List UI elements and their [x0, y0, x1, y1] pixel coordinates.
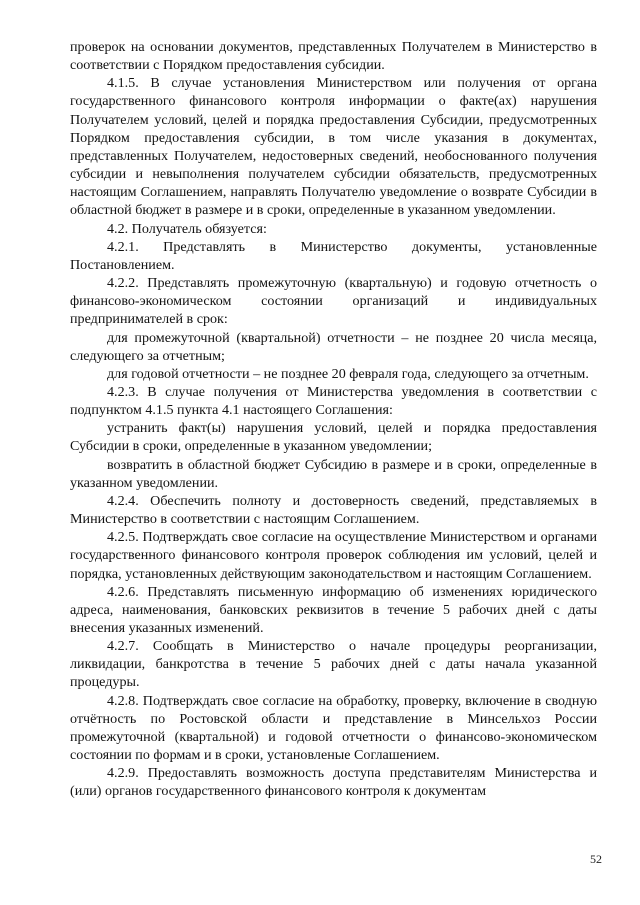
paragraph-4-2-8: 4.2.8. Подтверждать свое согласие на обработку, проверку, включение в сводную отчётность по Ростовской области и представление в Минсельхоз России промежуточной (квартальной) и годовой отчетности о финансово-экономическом состоянии по формам и в сроки, установленые Соглашением.	[70, 692, 597, 764]
paragraph-4-2-1: 4.2.1. Представлять в Министерство документы, установленные Постановлением.	[70, 238, 597, 273]
document-body	[70, 38, 597, 801]
paragraph-annual-reporting: для годовой отчетности – не позднее 20 февраля года, следующего за отчетным.	[107, 365, 589, 382]
paragraph-eliminate-violations: устранить факт(ы) нарушения условий, целей и порядка предоставления Субсидии в сроки, определенные в указанном уведомлении;	[70, 420, 597, 455]
paragraph-4-2-6: 4.2.6. Представлять письменную информацию об изменениях юридического адреса, наименования, банковских реквизитов в течение 5 рабочих дней с даты внесения указанных изменений.	[70, 583, 597, 636]
paragraph-4-1-5: 4.1.5. В случае установления Министерством или получения от органа государственного финансового контроля информации о факте(ах) нарушения Получателем условий, целей и порядка предоставления Субсидии, предусмотренных Порядком предоставления субсидии, в том числе указания в документах, представленных Получателем, недостоверных сведений, необоснованного получения субсидии и невыполнения получателем субсидии обязательств, предусмотренных настоящим Соглашением, направлять Получателю уведомление о возврате Субсидии в областной бюджет в размере и в сроки, определенные в указанном уведомлении.	[70, 75, 597, 219]
paragraph-4-2-3: 4.2.3. В случае получения от Министерства уведомления в соответствии с подпунктом 4.1.5 пункта 4.1 настоящего Соглашения:	[70, 383, 597, 419]
paragraph-4-2-9: 4.2.9. Предоставлять возможность доступа представителям Министерства и (или) органов государственного финансового контроля к документам	[70, 765, 597, 800]
paragraph-4-2-2: 4.2.2. Представлять промежуточную (квартальную) и годовую отчетность о финансово-экономическом состоянии организаций и индивидуальных предпринимателей в срок:	[70, 275, 597, 328]
paragraph-return-subsidy: возвратить в областной бюджет Субсидию в размере и в сроки, определенные в указанном уведомлении.	[70, 456, 597, 491]
paragraph-4-2-5: 4.2.5. Подтверждать свое согласие на осуществление Министерством и органами государственного финансового контроля проверок соблюдения им условий, целей и порядка, установленных действующим законодательством и настоящим Соглашением.	[70, 529, 597, 582]
paragraph-interim-reporting: для промежуточной (квартальной) отчетности – не позднее 20 числа месяца, следующего за отчетным;	[70, 329, 597, 364]
page-number: 52	[590, 852, 602, 866]
paragraph-continuation: проверок на основании документов, представленных Получателем в Министерство в соответствии с Порядком предоставления субсидии.	[70, 39, 597, 74]
paragraph-4-2-4: 4.2.4. Обеспечить полноту и достоверность сведений, представляемых в Министерство в соответствии с настоящим Соглашением.	[70, 492, 597, 528]
paragraph-4-2-7: 4.2.7. Сообщать в Министерство о начале процедуры реорганизации, ликвидации, банкротства в течение 5 рабочих дней с даты начала указанной процедуры.	[70, 638, 597, 691]
paragraph-4-2: 4.2. Получатель обязуется:	[107, 220, 267, 237]
